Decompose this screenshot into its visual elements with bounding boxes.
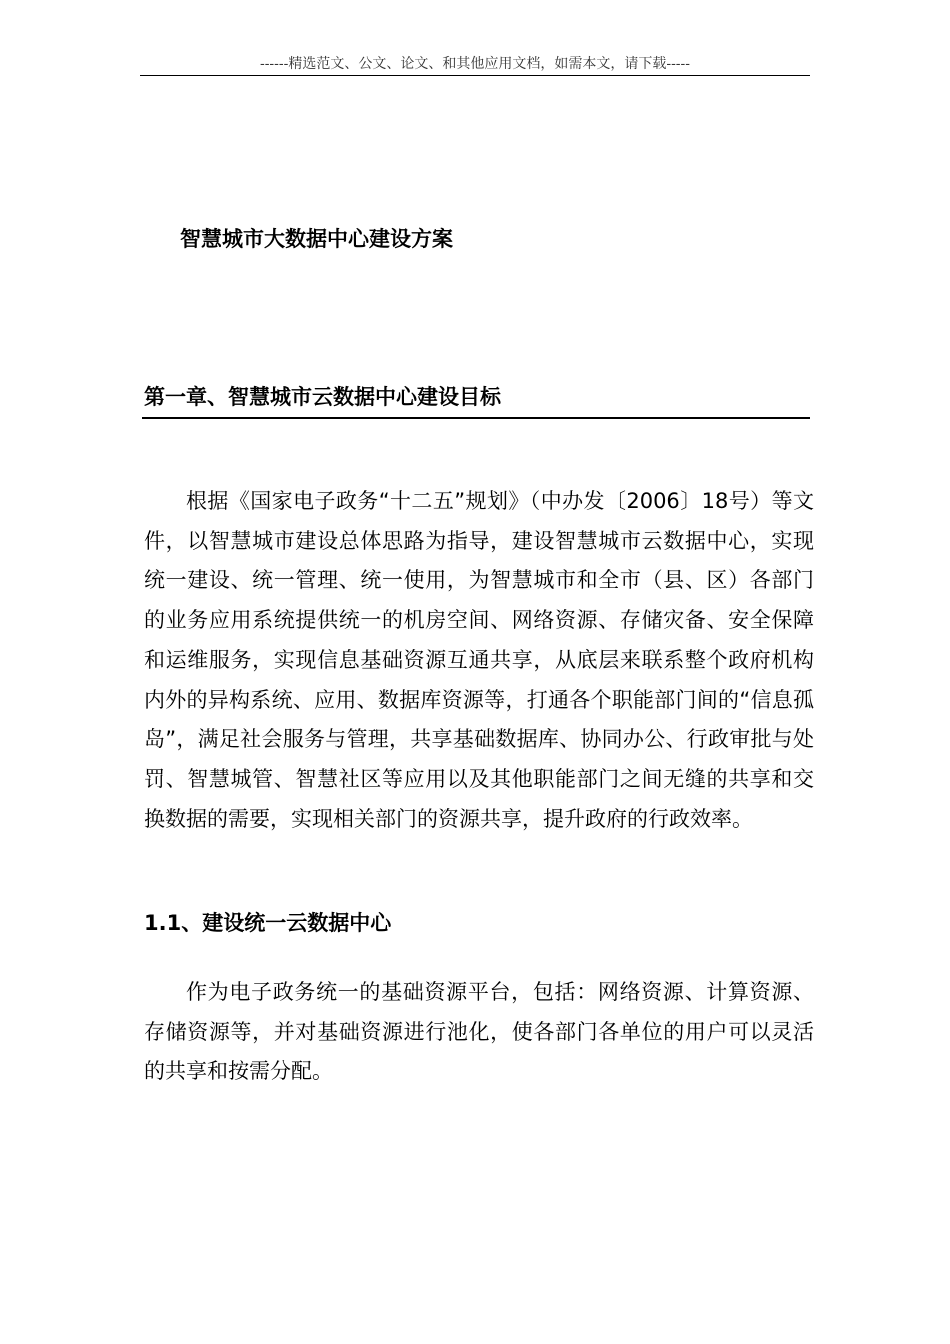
header-divider	[140, 75, 810, 76]
chapter-1-heading: 第一章、智慧城市云数据中心建设目标	[144, 385, 501, 409]
section-1-1-heading: 1.1、建设统一云数据中心	[144, 911, 392, 935]
section-1-1-paragraph: 作为电子政务统一的基础资源平台，包括：网络资源、计算资源、存储资源等，并对基础资源进行池化，使各部门各单位的用户可以灵活的共享和按需分配。	[144, 980, 814, 1084]
chapter-1-paragraph: 根据《国家电子政务“十二五”规划》（中办发〔2006〕18号）等文件，以智慧城市建设总体思路为指导，建设智慧城市云数据中心，实现统一建设、统一管理、统一使用，为智慧城市和全市（县、区）各部门的业务应用系统提供统一的机房空间、网络资源、存储灾备、安全保障和运维服务，实现信息基础资源互通共享，从底层来联系整个政府机构内外的异构系统、应用、数据库资源等，打通各个职能部门间的“信息孤岛”，满足社会服务与管理，共享基础数据库、协同办公、行政审批与处罚、智慧城管、智慧社区等应用以及其他职能部门之间无缝的共享和交换数据的需要，实现相关部门的资源共享，提升政府的行政效率。	[144, 489, 814, 831]
document-title: 智慧城市大数据中心建设方案	[180, 227, 453, 251]
chapter-divider	[142, 417, 810, 419]
page-header: ------精选范文、公文、论文、和其他应用文档，如需本文，请下载-----	[259, 56, 691, 72]
